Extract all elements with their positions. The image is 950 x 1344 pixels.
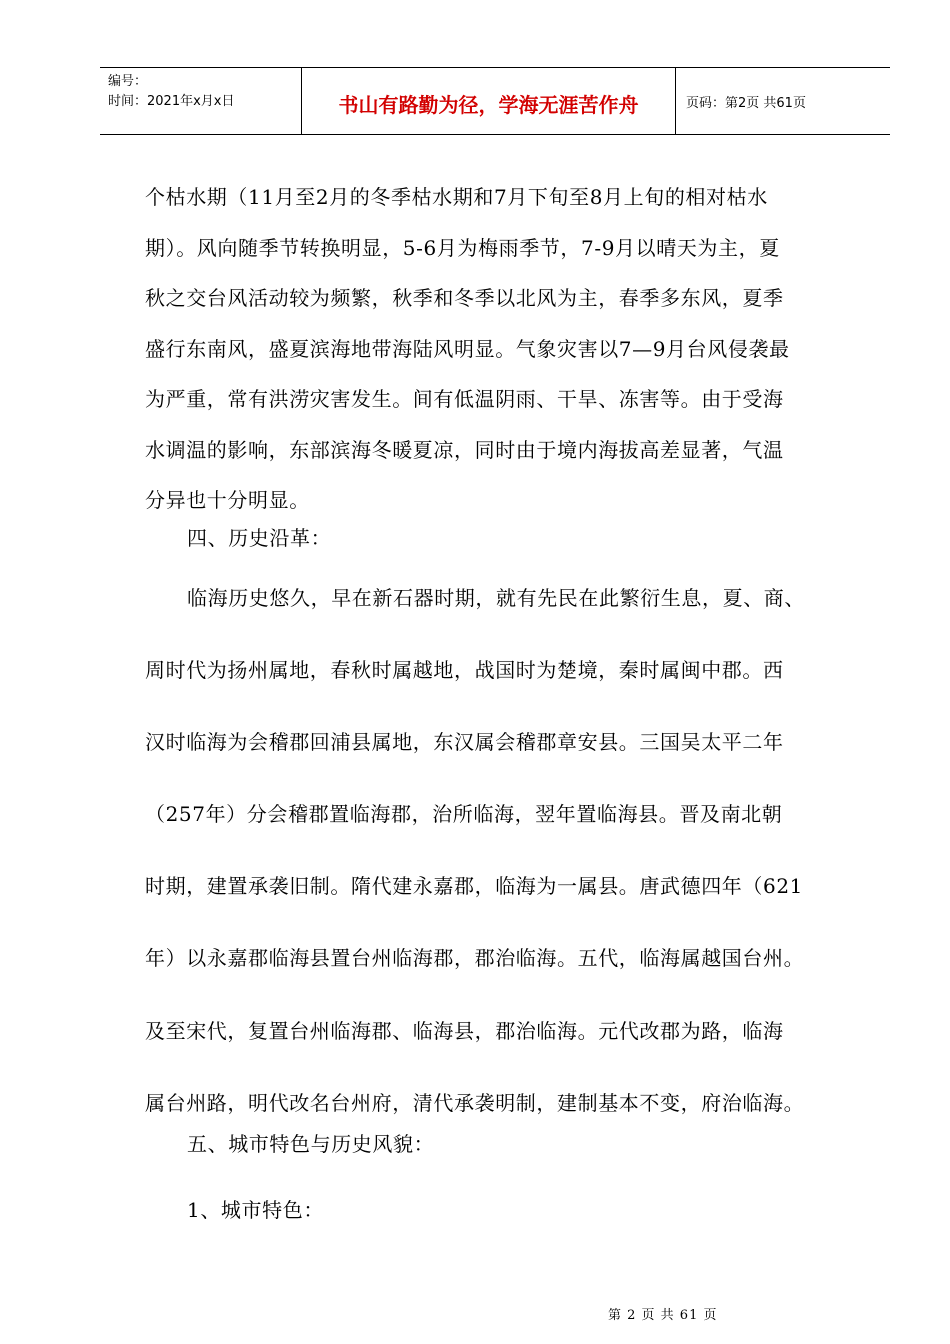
text-line: 个枯水期（11月至2月的冬季枯水期和7月下旬至8月上旬的相对枯水 [145,185,768,209]
text-line: 周时代为扬州属地，春秋时属越地，战国时为楚境，秦时属闽中郡。西 [145,658,784,683]
text-line: 为严重，常有洪涝灾害发生。间有低温阴雨、干旱、冻害等。由于受海 [145,387,784,411]
text-line: 临海历史悠久，早在新石器时期，就有先民在此繁衍生息，夏、商、 [187,586,805,610]
text-line: 时期，建置承袭旧制。隋代建永嘉郡，临海为一属县。唐武德四年（621 [145,874,803,899]
header-slogan: 书山有路勤为径，学海无涯苦作舟 [302,68,676,134]
header-meta [100,68,302,134]
text-line: 盛行东南风，盛夏滨海地带海陆风明显。气象灾害以7—9月台风侵袭最 [145,336,790,361]
section-heading-history: 四、历史沿革： [187,526,332,550]
text-line: 分异也十分明显。 [145,488,310,512]
page-footer: 第 2 页 共 61 页 [608,1308,718,1323]
text-line: 秋之交台风活动较为频繁，秋季和冬季以北风为主，春季多东风，夏季 [145,286,784,310]
section-heading-city-features: 五、城市特色与历史风貌： [187,1132,435,1156]
header-page-info: 页码：第2页 共61页 [686,95,806,111]
paragraph-climate [145,172,861,526]
paragraph-history [145,562,861,1139]
text-line: 年）以永嘉郡临海县置台州临海郡，郡治临海。五代，临海属越国台州。 [145,946,805,971]
time-label: 时间：2021年x月x日 [108,94,235,109]
subsection-heading-city-features: 1、城市特色： [187,1198,324,1222]
serial-label: 编号： [108,74,148,89]
text-line: （257年）分会稽郡置临海郡，治所临海，翌年置临海县。晋及南北朝 [145,802,783,827]
text-line: 水调温的影响，东部滨海冬暖夏凉，同时由于境内海拔高差显著，气温 [145,437,784,462]
text-line: 及至宋代，复置台州临海郡、临海县，郡治临海。元代改郡为路，临海 [145,1018,784,1043]
text-line: 汉时临海为会稽郡回浦县属地，东汉属会稽郡章安县。三国吴太平二年 [145,730,784,755]
text-line: 属台州路，明代改名台州府，清代承袭明制，建制基本不变，府治临海。 [145,1090,805,1115]
text-line: 期）。风向随季节转换明显，5-6月为梅雨季节，7-9月以晴天为主，夏 [145,235,780,260]
page-header [100,67,890,135]
